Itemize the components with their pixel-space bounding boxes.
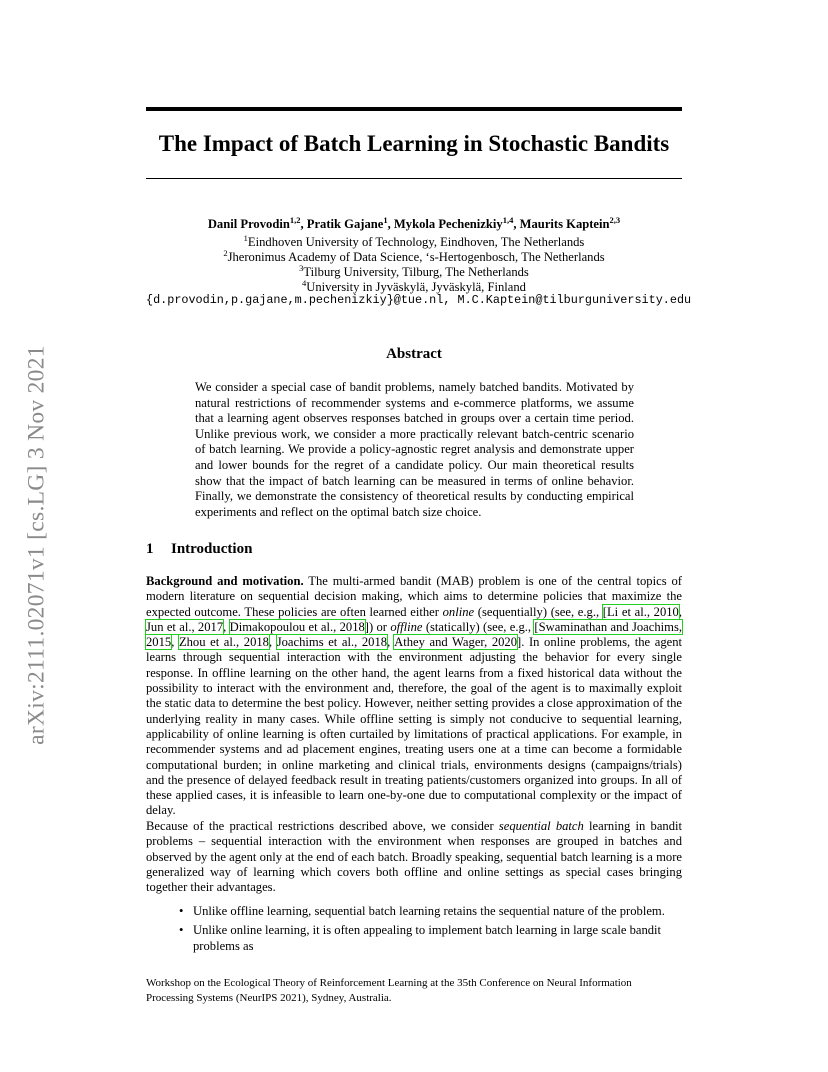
arxiv-id: arXiv:2111.02071v1 [cs.LG] 3 Nov 2021	[23, 345, 50, 745]
title-rule-bottom	[146, 178, 682, 179]
author-sep: ,	[300, 217, 307, 232]
bullet-item	[176, 904, 682, 919]
author-emails: {d.provodin,p.gajane,m.pechenizkiy}@tue.nl, M.C.Kaptein@tilburguniversity.edu	[146, 293, 692, 307]
paragraph-text: The multi-armed bandit (MAB) problem is one of the central topics of modern literature on sequential decision making, which aims to determine policies that maximize the expected outcome. These policies are often learned either	[146, 574, 682, 619]
affiliation-sup: 1	[243, 233, 248, 243]
paragraph-text: ]) or	[364, 619, 391, 634]
paragraph-text: Because of the practical restrictions described above, we consider	[146, 819, 499, 833]
paragraph-text: (statically) (see, e.g.,	[422, 619, 535, 634]
section-number: 1	[146, 541, 154, 557]
affiliation-sup: 3	[299, 263, 304, 273]
affiliation-sup: 4	[302, 278, 307, 288]
affiliation-text: University in Jyväskylä, Jyväskylä, Finland	[306, 280, 526, 295]
title-rule-top	[146, 107, 682, 111]
abstract-heading: Abstract	[386, 346, 442, 362]
paragraph-sequential-batch	[146, 819, 682, 895]
author-name: Danil Provodin	[207, 217, 290, 232]
citation-link[interactable]: Joachims et al., 2018	[276, 635, 388, 650]
paragraph-text: learning in bandit problems – sequential interaction with the environment when responses are grouped in batches and observed by the agent only at the end of each batch. Broadly speaking, sequential batch learning is a more generalized way of learning which covers both offline and online settings as special cases bringing together their advantages.	[146, 819, 682, 895]
emphasis-sequential-batch: sequential batch	[498, 819, 584, 833]
author-name: Maurits Kaptein	[519, 217, 610, 232]
affiliation-sup: 2	[223, 248, 228, 258]
author-sep: ,	[387, 217, 394, 232]
citation-link[interactable]: Zhou et al., 2018	[178, 635, 269, 650]
affiliation-text: Jheronimus Academy of Data Science, ‘s-Hertogenbosch, The Netherlands	[227, 250, 605, 265]
author-sup: 2,3	[609, 215, 621, 225]
bullet-icon: •	[179, 923, 184, 938]
bullet-text: Unlike online learning, it is often appealing to implement batch learning in large scale bandit problems as	[193, 923, 662, 953]
paragraph-background: Background and motivation. The multi-armed bandit (MAB) problem is one of the central topics of modern literature on sequential decision making, which aims to determine policies that maximize the expected outcome. These policies are often learned either online (sequentially) (see, e.g., [Li et al., 2010, Jun et al., 2017, Dimakopoulou et al., 2018]) or offline (statically) (see, e.g., [Swaminathan and Joachims, 2015, Zhou et al., 2018, Joachims et al., 2018, Athey and Wager, 2020]. In online problems, the agent learns through sequential interaction with the environment adjusting the behavior for every single response. In offline learning on the other hand, the agent learns from a fixed historical data without the possibility to interact with the environment and, therefore, the goal of the agent is to maximally exploit the static data to determine the best policy. However, neither setting provides a close approximation of the underlying reality in many cases. While offline setting is simply not conducive to sequential learning, applicability of online learning is often curtailed by limitations of practical applications. For example, in recommender systems and ad placement engines, treating users one at a time can become a formidable computational burden; in online marketing and clinical trials, environments designs (campaigns/trials) and the presence of delayed feedback result in treating patients/customers organized into groups. In all of these applied cases, it is infeasible to learn one-by-one due to computational complexity or the impact of delay.	[146, 574, 683, 818]
paragraph-text: ]. In online problems, the agent learns through sequential interaction with the environment adjusting the behavior for every single response. In offline learning on the other hand, the agent learns from a fixed historical data without the possibility to interact with the environment and, therefore, the goal of the agent is to maximally exploit the static data to determine the best policy. However, neither setting provides a close approximation of the underlying reality in many cases. While offline setting is simply not conducive to sequential learning, applicability of online learning is often curtailed by limitations of practical applications. For example, in recommender systems and ad placement engines, treating users one at a time can become a formidable computational burden; in online marketing and clinical trials, environments designs (campaigns/trials) and the presence of delayed feedback result in treating patients/customers organized into groups. In all of these applied cases, it is infeasible to learn one-by-one due to computational complexity or the impact of delay.	[146, 635, 683, 818]
author-sup: 1	[383, 215, 388, 225]
citation-link[interactable]: Dimakopoulou et al., 2018	[229, 619, 365, 634]
author-sep: ,	[513, 217, 520, 232]
arxiv-stamp	[17, 310, 57, 780]
paper-title: The Impact of Batch Learning in Stochastic Bandits	[158, 131, 670, 156]
paragraph-lead: Background and motivation.	[146, 574, 304, 588]
paragraph-text: (sequentially) (see, e.g.,	[474, 604, 603, 619]
affiliation-text: Eindhoven University of Technology, Eindhoven, The Netherlands	[247, 235, 585, 250]
author-name: Mykola Pechenizkiy	[393, 217, 503, 232]
emphasis-offline: offline	[390, 619, 423, 634]
author-sup: 1,4	[502, 215, 514, 225]
bullet-text: Unlike offline learning, sequential batch learning retains the sequential nature of the problem.	[193, 904, 665, 918]
citation-link[interactable]: [Li et al., 2010	[602, 604, 679, 619]
citation-link[interactable]: [Swaminathan and Joachims, 2015	[146, 619, 682, 650]
abstract-body: We consider a special case of bandit problems, namely batched bandits. Motivated by natural restrictions of recommender systems and e-commerce platforms, we assume that a learning agent observes responses batched in groups over a certain time period. Unlike previous work, we consider a more practically relevant batch-centric scenario of batch learning. We provide a policy-agnostic regret analysis and demonstrate upper and lower bounds for the regret of a candidate policy. Our main theoretical results show that the impact of batch learning can be measured in terms of online behavior. Finally, we demonstrate the consistency of theoretical results by conducting empirical experiments and reflect on the optimal batch size choice.	[195, 380, 634, 519]
citation-link[interactable]: Jun et al., 2017	[146, 619, 224, 634]
bullet-list	[176, 904, 682, 958]
author-list	[146, 215, 682, 232]
footnote: Workshop on the Ecological Theory of Reinforcement Learning at the 35th Conference on Neural Information Processing Systems (NeurIPS 2021), Sydney, Australia.	[146, 977, 632, 1004]
section-heading	[146, 541, 252, 558]
bullet-icon: •	[179, 904, 184, 918]
author-sup: 1,2	[289, 215, 301, 225]
citation-link[interactable]: Athey and Wager, 2020	[394, 635, 518, 650]
bullet-item	[176, 923, 682, 954]
affiliation-text: Tilburg University, Tilburg, The Netherlands	[303, 265, 529, 280]
author-name: Pratik Gajane	[306, 217, 384, 232]
emphasis-online: online	[442, 604, 475, 619]
section-title: Introduction	[171, 541, 253, 557]
